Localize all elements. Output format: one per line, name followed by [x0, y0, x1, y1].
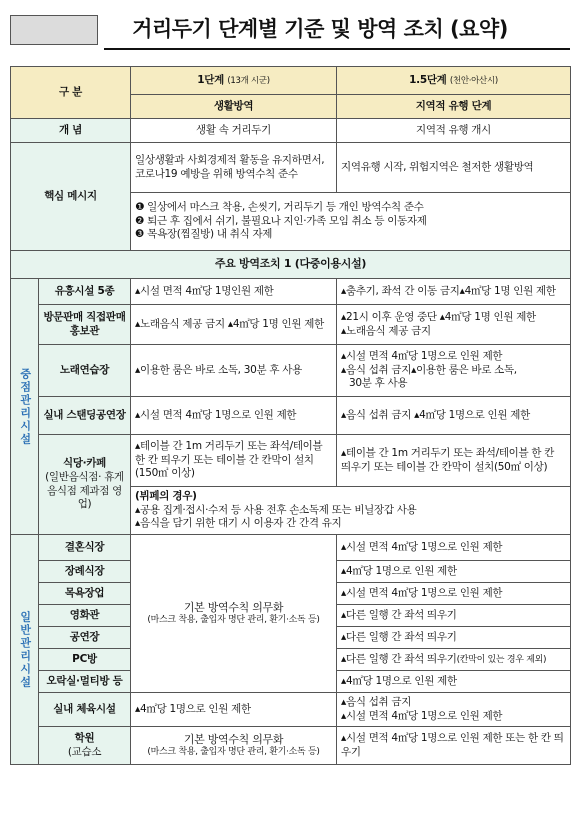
indoor-sports-level1: ▴4㎡당 1명으로 인원 제한: [131, 693, 337, 727]
facility-name-academy: [39, 727, 131, 765]
core-level1: 일상생활과 사회경제적 활동을 유지하면서, 코로나19 예방을 위해 방역수칙 준수: [131, 143, 337, 193]
facility-name: PC방: [39, 649, 131, 671]
title-underline: [104, 48, 570, 50]
basic-rule-cell: [131, 535, 337, 693]
basic-rule-sub: (마스크 착용, 출입자 명단 관리, 환기·소독 등): [147, 614, 320, 625]
facility-level15: [337, 345, 571, 397]
cafe-name-sub: (일반음식점· 휴게음식점 제과점 영업): [45, 470, 124, 511]
title-box-decoration: [10, 15, 98, 45]
core-common-item: ❸ 목욕장(찜질방) 내 취식 자제: [135, 228, 273, 241]
section1-title: 주요 방역조치 1 (다중이용시설): [11, 251, 571, 279]
facility-name: 공연장: [39, 627, 131, 649]
cafe-buffet: [131, 487, 571, 535]
facility-level15: [337, 305, 571, 345]
facility-level15: ▴다른 일행 간 좌석 띄우기: [337, 605, 571, 627]
facility-level15: ▴4㎡당 1명으로 인원 제한: [337, 561, 571, 583]
header-level15-sub: (천안·아산시): [449, 75, 498, 86]
cafe-level15: ▴테이블 간 1m 거리두기 또는 좌석/테이블 한 칸 띄우기 또는 테이블 간 칸막이 설치(50㎡ 이상): [337, 435, 571, 487]
header-level15-title: 1.5단계: [409, 73, 447, 86]
header-category: 구 분: [11, 67, 131, 119]
facility-name: 목욕장업: [39, 583, 131, 605]
facility-level15: ▴음식 섭취 금지 ▴4㎡당 1명으로 인원 제한: [337, 397, 571, 435]
header-level1-title: 1단계: [197, 73, 224, 86]
facility-level15-line: ▴음식 섭취 금지: [341, 695, 412, 708]
facility-level1: ▴시설 면적 4㎡당 1명인원 제한: [131, 279, 337, 305]
buffet-item: ▴공용 집게·접시·수저 등 사용 전후 손소독제 또는 비닐장갑 사용: [135, 503, 417, 516]
facility-level15-line: ▴음식 섭취 금지▴이용한 룸은 바로 소독,: [341, 363, 517, 376]
academy-name: 학원: [74, 731, 95, 744]
basic-rule: 기본 방역수칙 의무화: [183, 600, 284, 614]
buffet-title: (뷔페의 경우): [135, 490, 197, 503]
core-common: [131, 193, 571, 251]
core-level15: 지역유행 시작, 위험지역은 철저한 생활방역: [337, 143, 571, 193]
general-group-label: 일반관리시설: [11, 535, 39, 765]
concept-label: 개 념: [11, 119, 131, 143]
academy-level1: [131, 727, 337, 765]
concept-level1: 생활 속 거리두기: [131, 119, 337, 143]
facility-level15-line: ▴21시 이후 운영 중단 ▴4㎡당 1명 인원 제한: [341, 310, 536, 323]
academy-name-sub: (교습소: [67, 745, 102, 758]
facility-name: 오락실·멀티방 등: [39, 671, 131, 693]
facility-level15: ▴다른 일행 간 좌석 띄우기: [337, 627, 571, 649]
facility-name: 방문판매 직접판매홍보관: [39, 305, 131, 345]
concept-level15: 지역적 유행 개시: [337, 119, 571, 143]
facility-name: 실내 체육시설: [39, 693, 131, 727]
facility-level1: ▴이용한 룸은 바로 소독, 30분 후 사용: [131, 345, 337, 397]
header-level15: [337, 67, 571, 95]
core-label: 핵심 메시지: [11, 143, 131, 251]
facility-level1: ▴시설 면적 4㎡당 1명으로 인원 제한: [131, 397, 337, 435]
facility-level15-line: ▴시설 면적 4㎡당 1명으로 인원 제한: [341, 350, 503, 363]
facility-name: 유흥시설 5종: [39, 279, 131, 305]
facility-level15: ▴춤추기, 좌석 간 이동 금지▴4㎡당 1명 인원 제한: [337, 279, 571, 305]
guideline-table: [10, 66, 571, 765]
core-common-item: ❷ 퇴근 후 집에서 쉬기, 불필요나 지인·가족 모임 취소 등 이동자제: [135, 214, 427, 227]
buffet-item: ▴음식을 담기 위한 대기 시 이용자 간 간격 유지: [135, 517, 342, 530]
cafe-level1: ▴테이블 간 1m 거리두기 또는 좌석/테이블 한 칸 띄우기 또는 테이블 간 칸막이 설치(150㎡ 이상): [131, 435, 337, 487]
facility-level15-line: ▴다른 일행 간 좌석 띄우기: [341, 652, 457, 665]
facility-level15-line: ▴노래음식 제공 금지: [341, 324, 431, 337]
header-level1-sub: (13개 시군): [227, 75, 270, 86]
header-level15-name: 지역적 유행 단계: [337, 95, 571, 119]
facility-level1: ▴노래음식 제공 금지 ▴4㎡당 1명 인원 제한: [131, 305, 337, 345]
header-level1-name: 생활방역: [131, 95, 337, 119]
facility-name: 장례식장: [39, 561, 131, 583]
facility-level15-line: 30분 후 사용: [349, 377, 408, 390]
title-bar: [10, 12, 570, 50]
facility-level15: ▴4㎡당 1명으로 인원 제한: [337, 671, 571, 693]
header-level1: [131, 67, 337, 95]
facility-name: 노래연습장: [39, 345, 131, 397]
page-title: 거리두기 단계별 기준 및 방역 조치 (요약): [132, 17, 508, 41]
facility-level15: ▴시설 면적 4㎡당 1명으로 인원 제한: [337, 583, 571, 605]
facility-name-cafe: [39, 435, 131, 535]
facility-level15: [337, 649, 571, 671]
facility-name: 결혼식장: [39, 535, 131, 561]
facility-level15-note: (칸막이 있는 경우 제외): [456, 654, 547, 665]
facility-level15: ▴시설 면적 4㎡당 1명으로 인원 제한: [337, 535, 571, 561]
facility-level15-line: ▴시설 면적 4㎡당 1명으로 인원 제한: [341, 709, 503, 722]
facility-name: 영화관: [39, 605, 131, 627]
basic-rule: 기본 방역수칙 의무화: [183, 732, 284, 746]
facility-name: 실내 스탠딩공연장: [39, 397, 131, 435]
focus-group-label: 중점관리시설: [11, 279, 39, 535]
indoor-sports-level15: [337, 693, 571, 727]
cafe-name: 식당·카페: [62, 457, 107, 470]
academy-level15: ▴시설 면적 4㎡당 1명으로 인원 제한 또는 한 칸 띄우기: [337, 727, 571, 765]
basic-rule-sub: (마스크 착용, 출입자 명단 관리, 환기·소독 등): [147, 746, 320, 757]
core-common-item: ❶ 일상에서 마스크 착용, 손씻기, 거리두기 등 개인 방역수칙 준수: [135, 201, 424, 214]
